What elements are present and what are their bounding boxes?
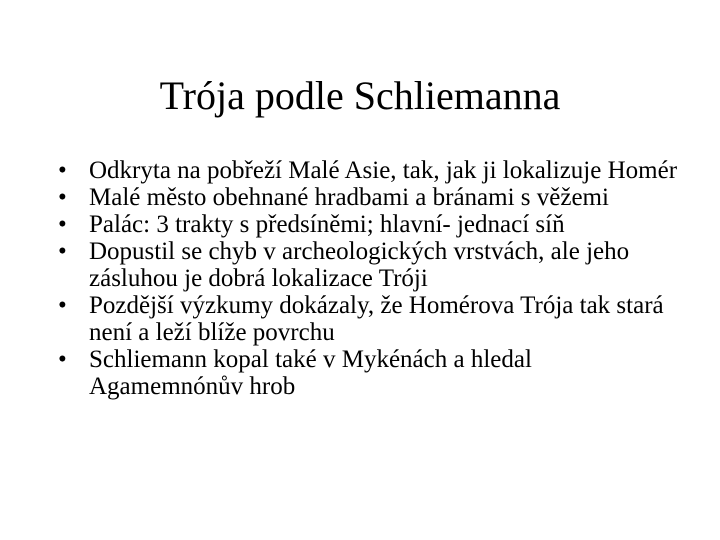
- bullet-icon: •: [58, 346, 67, 373]
- bullet-item: [58, 157, 678, 184]
- bullet-icon: •: [58, 184, 67, 211]
- bullet-icon: •: [58, 211, 67, 238]
- bullet-icon: •: [58, 238, 67, 265]
- bullet-icon: •: [58, 292, 67, 319]
- bullet-text: Pozdější výzkumy dokázaly, že Homérova Trója tak stará není a leží blíže povrchu: [89, 292, 664, 346]
- bullet-item: [58, 238, 678, 292]
- bullet-item: [58, 211, 678, 238]
- bullet-text: Schliemann kopal také v Mykénách a hledal Agamemnónův hrob: [89, 346, 532, 400]
- bullet-icon: •: [58, 157, 67, 184]
- bullet-item: [58, 292, 678, 346]
- slide-title: Trója podle Schliemanna: [159, 73, 561, 118]
- bullet-text: Odkryta na pobřeží Malé Asie, tak, jak ji lokalizuje Homér: [89, 157, 678, 184]
- bullet-list: [58, 157, 678, 400]
- bullet-item: [58, 346, 678, 400]
- bullet-text: Malé město obehnané hradbami a bránami s věžemi: [89, 184, 609, 211]
- bullet-text: Palác: 3 trakty s předsíněmi; hlavní- jednací síň: [89, 211, 565, 238]
- bullet-text: Dopustil se chyb v archeologických vrstvách, ale jeho zásluhou je dobrá lokalizace Tróji: [89, 238, 630, 292]
- bullet-item: [58, 184, 678, 211]
